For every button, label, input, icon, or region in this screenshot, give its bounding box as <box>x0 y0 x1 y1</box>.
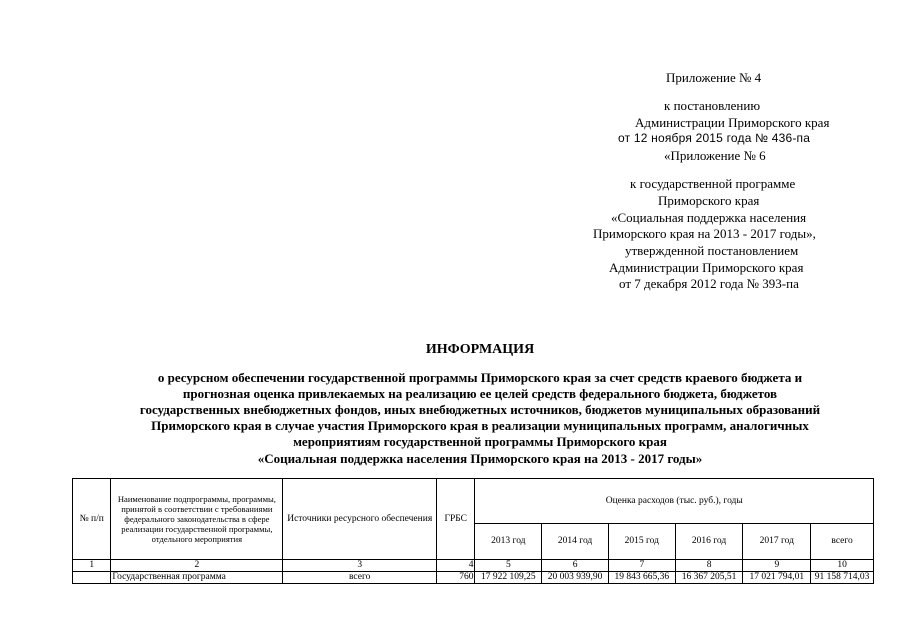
resolution-date-stamp: от 12 ноября 2015 года № 436-па <box>618 131 811 145</box>
header-year: 2013 год <box>475 524 542 560</box>
header-year: 2014 год <box>542 524 609 560</box>
title-line-5: мероприятиям государственной программы Приморского края <box>293 434 667 449</box>
title-line-3: государственных внебюджетных фондов, иных внебюджетных источников, бюджетов муниципальных образований <box>139 402 821 417</box>
row-value-2014: 20 003 939,90 <box>542 571 609 583</box>
col-number: 10 <box>811 560 874 572</box>
document-title: ИНФОРМАЦИЯ <box>425 342 535 357</box>
approved-date-label: от 7 декабря 2012 года № 393-па <box>619 276 799 291</box>
title-line-6: «Социальная поддержка населения Приморского края на 2013 - 2017 годы» <box>257 451 703 466</box>
col-number: 4 <box>437 560 475 572</box>
header-year: 2015 год <box>608 524 675 560</box>
appendix-6-label: «Приложение № 6 <box>664 148 766 163</box>
header-estimate: Оценка расходов (тыс. руб.), годы <box>475 479 874 524</box>
appendix-4-label: Приложение № 4 <box>666 70 762 85</box>
row-value-total: 91 158 714,03 <box>811 571 874 583</box>
table-row <box>73 571 874 583</box>
col-number: 3 <box>283 560 437 572</box>
row-value-2013: 17 922 109,25 <box>475 571 542 583</box>
row-value-2016: 16 367 205,51 <box>675 571 743 583</box>
table-header-row <box>73 479 874 524</box>
program-name-line-1: «Социальная поддержка населения <box>611 210 807 225</box>
title-line-2: прогнозная оценка привлекаемых на реализацию ее целей средств федерального бюджета, бюджетов <box>182 386 778 401</box>
administration-label-2: Администрации Приморского края <box>609 260 804 275</box>
title-line-4: Приморского края в случае участия Приморского края в реализации муниципальных программ, аналогичных <box>151 418 809 433</box>
row-num <box>73 571 111 583</box>
row-name: Государственная программа <box>111 571 283 583</box>
header-year: 2016 год <box>675 524 743 560</box>
header-year-total: всего <box>811 524 874 560</box>
row-grbs: 760 <box>437 571 475 583</box>
row-value-2017: 17 021 794,01 <box>743 571 811 583</box>
to-program-label: к государственной программе <box>630 176 796 191</box>
col-number: 9 <box>743 560 811 572</box>
col-number: 7 <box>608 560 675 572</box>
col-number: 5 <box>475 560 542 572</box>
col-number: 6 <box>542 560 609 572</box>
krai-label: Приморского края <box>658 193 760 208</box>
header-num: № п/п <box>73 479 111 560</box>
header-name: Наименование подпрограммы, программы, принятой в соответствии с требованиями федерального законодательства в сфере реализации государственной программы, отдельного мероприятия <box>111 479 283 560</box>
row-source: всего <box>283 571 437 583</box>
title-line-1: о ресурсном обеспечении государственной программы Приморского края за счет средств краевого бюджета и <box>157 370 803 385</box>
administration-label: Администрации Приморского края <box>635 115 830 130</box>
approved-label: утвержденной постановлением <box>625 243 799 258</box>
program-name-line-2: Приморского края на 2013 - 2017 годы», <box>593 226 816 241</box>
to-resolution-label: к постановлению <box>664 98 761 113</box>
column-number-row <box>73 560 874 572</box>
resource-table <box>72 478 874 584</box>
row-value-2015: 19 843 665,36 <box>608 571 675 583</box>
col-number: 2 <box>111 560 283 572</box>
col-number: 1 <box>73 560 111 572</box>
header-sources: Источники ресурсного обеспечения <box>283 479 437 560</box>
col-number: 8 <box>675 560 743 572</box>
header-year: 2017 год <box>743 524 811 560</box>
header-grbs: ГРБС <box>437 479 475 560</box>
